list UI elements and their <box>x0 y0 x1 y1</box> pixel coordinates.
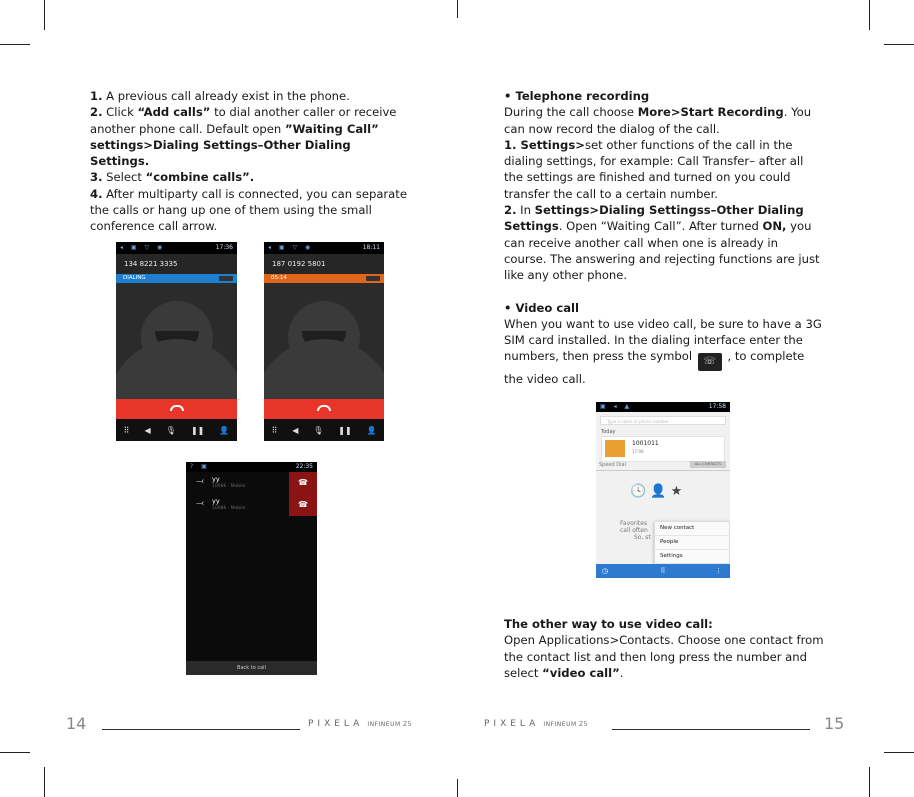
hangup-icon <box>317 405 331 411</box>
step-3: 3. Select “combine calls”. <box>90 170 255 185</box>
left-column <box>90 88 408 235</box>
search-input[interactable]: Type a name or phone number <box>600 416 726 425</box>
call-timer: 05:14 <box>264 274 384 283</box>
crop-mark <box>884 44 914 45</box>
contact-thumbnail <box>605 440 625 457</box>
brand-logo-left: PIXELA INFINEUM Z5 <box>308 719 412 729</box>
dialed-number: 134 8221 3335 <box>116 254 237 274</box>
hangup-icon <box>170 405 184 411</box>
dialed-number: 187 0192 5801 <box>264 254 384 274</box>
crop-mark <box>457 779 458 797</box>
step-4: 4. After multiparty call is connected, you can separate the calls or hang up one of them using the small conference call arrow. <box>90 186 407 234</box>
call-status: DIALING <box>116 274 237 283</box>
conference-call-row: ⤙ yy 10086 · Mobile <box>196 475 246 489</box>
menu-item-settings[interactable]: Settings <box>655 550 729 564</box>
mic-icon[interactable]: 🎙 <box>165 425 176 435</box>
end-call-button[interactable] <box>264 399 384 419</box>
crop-mark <box>44 0 45 30</box>
back-to-call-button[interactable]: Back to call <box>186 661 317 675</box>
crop-mark <box>457 0 458 18</box>
step-1: 1. A previous call already exist in the phone. <box>90 89 350 103</box>
hangup-icon[interactable]: ☎ <box>298 478 308 487</box>
crop-mark <box>884 752 914 753</box>
settings-step-1: 1. Settings>set other functions of the call in the dialing settings, for example: Call Transfer– after all the settings are finished and turned on you could transfer the call to a certain number. <box>504 137 804 201</box>
crop-mark <box>44 767 45 797</box>
conference-call-row: ⤙ yy 10086 · Mobile <box>196 497 246 511</box>
favorites-hint: Favorites call often So, st <box>620 520 651 541</box>
footer-rule <box>612 729 810 730</box>
dialpad-icon[interactable]: ⠿ <box>660 567 666 575</box>
recording-text: During the call choose More>Start Recording. You can now record the dialog of the call. <box>504 105 812 136</box>
end-call-button[interactable] <box>116 399 237 419</box>
conference-screenshot <box>186 462 317 675</box>
right-column <box>504 88 824 388</box>
crop-mark <box>0 752 30 753</box>
favorites-illustration-icon: 🕓 👤 ★ <box>630 484 683 499</box>
speed-dial-label: Speed Dial <box>599 462 626 468</box>
dialpad-icon[interactable]: ⠿ <box>271 425 278 435</box>
today-label: Today <box>601 429 616 435</box>
other-way-heading: The other way to use video call: <box>504 617 713 631</box>
crop-mark <box>0 44 30 45</box>
recent-icon[interactable]: ◷ <box>602 567 609 575</box>
divider <box>596 470 730 471</box>
call-controls <box>116 419 237 441</box>
speaker-icon[interactable]: ◀ <box>144 425 151 435</box>
settings-step-2: 2. In Settings>Dialing Settingss–Other Dialing Settings. Open “Waiting Call”. After turned ON, you can receive another call when one is already in course. The answering and rejecting functions are just like any other phone. <box>504 203 820 283</box>
split-call-icon[interactable]: ⤙ <box>196 498 204 509</box>
hold-icon[interactable]: ❚❚ <box>338 425 352 435</box>
hold-icon[interactable]: ❚❚ <box>190 425 205 435</box>
status-bar: ▣ ◂ ▲ 17:58 <box>596 402 730 412</box>
menu-item-people[interactable]: People <box>655 536 729 550</box>
hangup-column <box>289 472 317 516</box>
brand-logo-right: PIXELA INFINEUM Z5 <box>484 719 588 729</box>
overflow-menu <box>654 521 730 565</box>
status-bar: ◂ ▣ ▽ ◉ 18:11 <box>264 242 384 254</box>
recording-heading: • Telephone recording <box>504 89 650 103</box>
menu-item-new-contact[interactable]: New contact <box>655 522 729 536</box>
crop-mark <box>869 0 870 30</box>
hangup-icon[interactable]: ☎ <box>298 500 308 509</box>
crop-mark <box>869 767 870 797</box>
page-number-left: 14 <box>66 714 87 733</box>
dialer-bottom-bar <box>596 564 730 578</box>
more-icon[interactable]: ⋮ <box>715 567 722 575</box>
in-call-screenshot <box>264 242 384 441</box>
speaker-icon[interactable]: ◀ <box>292 425 299 435</box>
status-bar: ◂ ▣ ▽ ◉ 17:36 <box>116 242 237 254</box>
recent-call-card[interactable]: 1001011 17:08 <box>601 436 725 462</box>
dialpad-icon[interactable]: ⠿ <box>123 425 130 435</box>
other-way-section <box>504 616 824 681</box>
all-contacts-button[interactable]: ALL CONTACTS <box>690 461 726 468</box>
step-2: 2. Click “Add calls” to dial another caller or receive another phone call. Default open ”Waiting Call” settings>Dialing Settings–Other Dialing Settings. <box>90 105 397 169</box>
video-call-icon: ☏ <box>698 353 722 371</box>
contact-avatar <box>264 283 384 399</box>
other-way-text: Open Applications>Contacts. Choose one contact from the contact list and then long press the number and select “video call”. <box>504 633 824 680</box>
page-number-right: 15 <box>824 714 845 733</box>
contact-avatar <box>116 283 237 399</box>
video-call-text: When you want to use video call, be sure to have a 3G SIM card installed. In the dialing interface enter the numbers, then press the symbol ☏ , to complete the video call. <box>504 316 822 387</box>
video-call-heading: • Video call <box>504 300 579 315</box>
add-call-icon[interactable]: 👤 <box>219 425 230 435</box>
dialer-screenshot <box>596 402 730 578</box>
status-bar: ? ▣ 22:35 <box>186 462 317 472</box>
mic-icon[interactable]: 🎙 <box>313 425 324 435</box>
call-controls <box>264 419 384 441</box>
add-call-icon[interactable]: 👤 <box>366 425 377 435</box>
footer-rule <box>102 729 300 730</box>
dialing-screenshot <box>116 242 237 441</box>
split-call-icon[interactable]: ⤙ <box>196 476 204 487</box>
